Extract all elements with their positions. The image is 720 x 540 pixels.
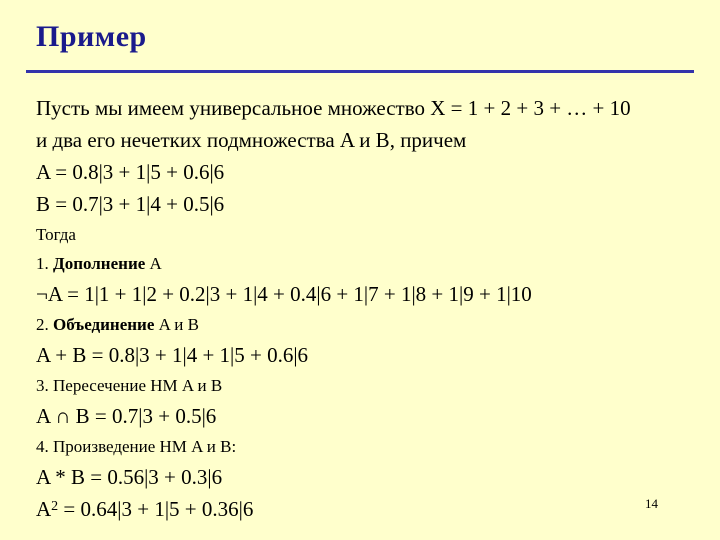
title-divider	[26, 70, 694, 73]
square-rest: = 0.64|3 + 1|5 + 0.36|6	[58, 497, 254, 521]
intersection-heading: 3. Пересечение НМ A и B	[36, 376, 223, 395]
intro-line-universal-set: Пусть мы имеем универсальное множество X = 1 + 2 + 3 + … + 10	[36, 96, 631, 120]
complement-heading-tail: A	[145, 254, 162, 273]
slide-title: Пример	[36, 20, 147, 53]
intersection-formula: A ∩ B = 0.7|3 + 0.5|6	[36, 404, 217, 428]
union-heading-label: Объединение	[53, 315, 155, 334]
complement-heading	[36, 249, 706, 278]
slide-body	[36, 92, 706, 525]
union-heading-tail: A и B	[154, 315, 199, 334]
product-formula: A * B = 0.56|3 + 0.3|6	[36, 465, 223, 489]
union-formula: A + B = 0.8|3 + 1|4 + 1|5 + 0.6|6	[36, 343, 309, 367]
square-base: A	[36, 497, 52, 521]
intro-line-subsets: и два его нечетких подмножества A и B, причем	[36, 128, 467, 152]
product-heading: 4. Произведение НМ A и B:	[36, 437, 237, 456]
square-exponent: 2	[51, 499, 59, 514]
union-heading	[36, 310, 706, 339]
page-number: 14	[645, 496, 658, 511]
set-b-definition: B = 0.7|3 + 1|4 + 0.5|6	[36, 192, 225, 216]
set-a-definition: A = 0.8|3 + 1|5 + 0.6|6	[36, 160, 225, 184]
complement-formula: ¬A = 1|1 + 1|2 + 0.2|3 + 1|4 + 0.4|6 + 1|7 + 1|8 + 1|9 + 1|10	[36, 282, 532, 306]
then-label: Тогда	[36, 225, 76, 244]
square-formula	[36, 493, 706, 525]
complement-number: 1.	[36, 254, 53, 273]
union-number: 2.	[36, 315, 53, 334]
complement-heading-label: Дополнение	[53, 254, 146, 273]
